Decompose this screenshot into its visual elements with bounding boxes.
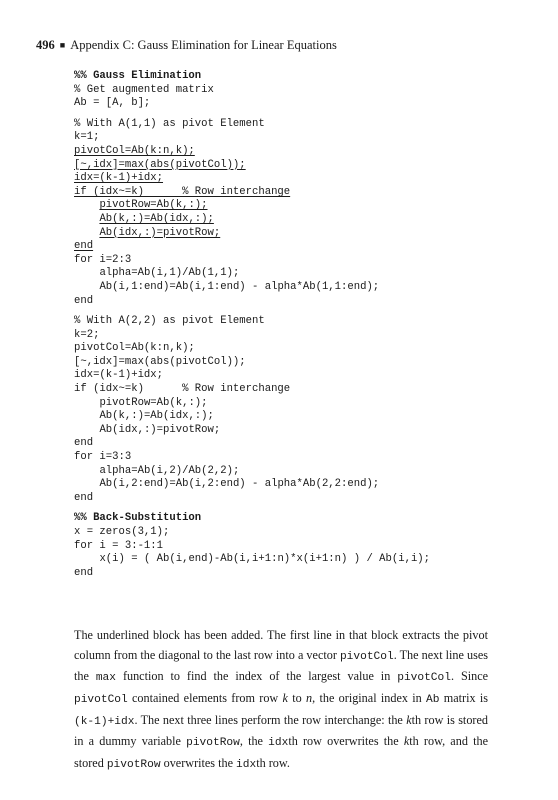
code-text: Ab(k,:)=Ab(idx,:); bbox=[99, 410, 214, 423]
text-segment: th row is stored in a dummy variable bbox=[74, 712, 488, 749]
code-line bbox=[74, 553, 430, 567]
code-line bbox=[74, 540, 430, 554]
code-line bbox=[74, 397, 430, 411]
inline-code: max bbox=[95, 672, 116, 685]
code-text: end bbox=[74, 491, 94, 504]
code-text: idx=(k-1)+idx; bbox=[74, 369, 164, 382]
text-segment: . The next three lines perform the row interchange: the bbox=[134, 712, 407, 727]
text-segment: contained elements from row bbox=[127, 690, 283, 705]
code-text: % With A(1,1) as pivot Element bbox=[74, 117, 265, 130]
page-number: 496 bbox=[36, 38, 55, 52]
code-line bbox=[74, 315, 430, 329]
code-line bbox=[74, 70, 430, 84]
code-line bbox=[74, 342, 430, 356]
code-text: for i = 3:-1:1 bbox=[74, 539, 164, 552]
code-line bbox=[74, 424, 430, 438]
code-text: pivotCol=Ab(k:n,k); bbox=[74, 144, 195, 157]
bullet-square-icon: ■ bbox=[59, 40, 66, 50]
code-line bbox=[74, 254, 430, 268]
code-text: Ab(i,1:end)=Ab(i,1:end) - alpha*Ab(1,1:end); bbox=[99, 280, 380, 293]
code-text: for i=3:3 bbox=[74, 451, 132, 464]
text-segment: , the original index in bbox=[312, 690, 427, 705]
code-text: end bbox=[74, 294, 94, 307]
text-segment: function to find the index of the largest value in bbox=[116, 669, 398, 684]
running-title: Appendix C: Gauss Elimination for Linear Equations bbox=[70, 38, 337, 52]
code-line bbox=[74, 267, 430, 281]
code-text: end bbox=[74, 437, 94, 450]
code-line bbox=[74, 199, 430, 213]
math-variable: k bbox=[406, 712, 412, 727]
code-line bbox=[74, 131, 430, 145]
math-variable: k bbox=[282, 690, 288, 705]
text-segment: . Since bbox=[450, 669, 489, 684]
code-text: %% Back-Substitution bbox=[74, 512, 202, 525]
code-text: %% Gauss Elimination bbox=[74, 70, 202, 82]
inline-code: pivotRow bbox=[106, 758, 161, 771]
code-text: Ab(idx,:)=pivotRow; bbox=[99, 226, 221, 239]
code-text: end bbox=[74, 240, 94, 253]
text-segment: , the bbox=[239, 734, 269, 749]
math-variable: k bbox=[403, 734, 410, 749]
code-text: % With A(2,2) as pivot Element bbox=[74, 315, 265, 328]
code-line bbox=[74, 84, 430, 98]
inline-code: pivotCol bbox=[74, 693, 128, 706]
code-text: % Get augmented matrix bbox=[74, 83, 214, 96]
code-text: for i=2:3 bbox=[74, 253, 132, 266]
code-line bbox=[74, 329, 430, 343]
code-line bbox=[74, 383, 430, 397]
inline-code: pivotCol bbox=[339, 650, 394, 663]
inline-code: pivotRow bbox=[186, 737, 240, 750]
text-segment: th row. bbox=[256, 755, 290, 770]
code-listing bbox=[74, 70, 430, 580]
code-text: alpha=Ab(i,1)/Ab(1,1); bbox=[99, 267, 240, 280]
code-text: end bbox=[74, 566, 94, 579]
explanation-paragraph bbox=[74, 626, 488, 775]
code-text: x(i) = ( Ab(i,end)-Ab(i,i+1:n)*x(i+1:n) ) / Ab(i,i); bbox=[99, 553, 431, 566]
code-text: pivotCol=Ab(k:n,k); bbox=[74, 342, 195, 355]
code-line bbox=[74, 159, 430, 173]
text-segment: th row, and the stored bbox=[74, 734, 488, 770]
code-line bbox=[74, 172, 430, 186]
code-line bbox=[74, 213, 430, 227]
code-text: if (idx~=k) % Row interchange bbox=[74, 383, 291, 396]
text-segment: overwrites the bbox=[160, 755, 237, 770]
code-line bbox=[74, 227, 430, 241]
code-line bbox=[74, 145, 430, 159]
code-line bbox=[74, 240, 430, 254]
inline-code: idx bbox=[236, 758, 257, 771]
code-text: [~,idx]=max(abs(pivotCol)); bbox=[74, 158, 246, 171]
code-text: Ab = [A, b]; bbox=[74, 97, 151, 110]
code-text: Ab(k,:)=Ab(idx,:); bbox=[99, 212, 214, 225]
code-text: alpha=Ab(i,2)/Ab(2,2); bbox=[99, 464, 240, 477]
code-line bbox=[74, 410, 430, 424]
code-text: k=1; bbox=[74, 131, 100, 144]
code-line bbox=[74, 356, 430, 370]
code-blank-line bbox=[74, 111, 430, 118]
code-line bbox=[74, 186, 430, 200]
text-segment: The underlined block has been added. The first line in that block extracts the pivot column from the diagonal to the last row into a vector bbox=[74, 628, 488, 662]
math-variable: n bbox=[306, 690, 313, 705]
code-text: x = zeros(3,1); bbox=[74, 526, 170, 538]
code-text: Ab(idx,:)=pivotRow; bbox=[99, 423, 221, 436]
code-text: Ab(i,2:end)=Ab(i,2:end) - alpha*Ab(2,2:end); bbox=[99, 478, 380, 491]
text-segment: th row overwrites the bbox=[288, 734, 404, 749]
code-line bbox=[74, 295, 430, 309]
code-text: pivotRow=Ab(k,:); bbox=[99, 396, 208, 409]
text-segment: to bbox=[287, 690, 307, 705]
text-segment: matrix is bbox=[439, 690, 489, 705]
code-line bbox=[74, 465, 430, 479]
code-line bbox=[74, 478, 430, 492]
code-line bbox=[74, 512, 430, 526]
code-line bbox=[74, 118, 430, 132]
text-segment: . The next line uses the bbox=[74, 647, 488, 684]
code-blank-line bbox=[74, 308, 430, 315]
code-line bbox=[74, 281, 430, 295]
code-text: if (idx~=k) % Row interchange bbox=[74, 185, 291, 198]
code-line bbox=[74, 567, 430, 581]
code-line bbox=[74, 526, 430, 540]
inline-code: idx bbox=[268, 737, 289, 750]
code-text: pivotRow=Ab(k,:); bbox=[99, 199, 208, 212]
code-line bbox=[74, 437, 430, 451]
code-text: idx=(k-1)+idx; bbox=[74, 172, 164, 185]
code-text: [~,idx]=max(abs(pivotCol)); bbox=[74, 355, 246, 368]
inline-code: Ab bbox=[426, 693, 440, 706]
code-line bbox=[74, 451, 430, 465]
code-blank-line bbox=[74, 505, 430, 512]
inline-code: (k-1)+idx bbox=[74, 715, 135, 728]
code-line bbox=[74, 492, 430, 506]
code-text: k=2; bbox=[74, 328, 100, 341]
code-line bbox=[74, 369, 430, 383]
code-line bbox=[74, 97, 430, 111]
running-header bbox=[36, 38, 337, 53]
inline-code: pivotCol bbox=[397, 672, 451, 685]
